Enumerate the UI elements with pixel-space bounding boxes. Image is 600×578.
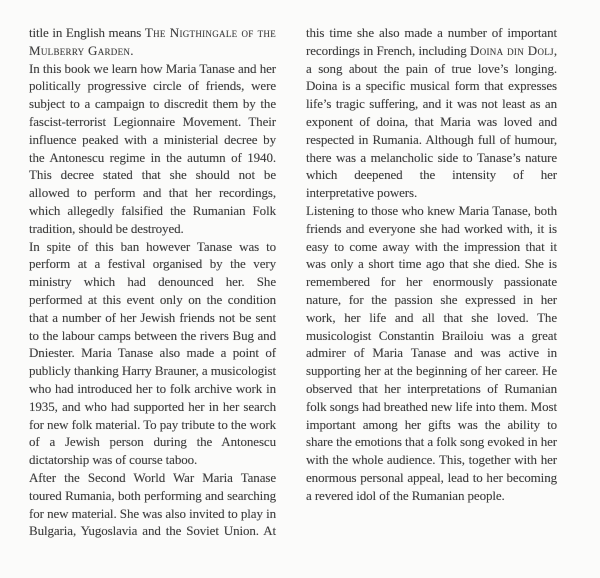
book-title-smallcaps: The Nigthingale of the Mulberry Garden [29, 25, 276, 58]
paragraph-legacy: Listening to those who knew Maria Tanase, both friends and everyone she had worked with, it is easy to come away with the impression that it was only a short time ago that she died. She is remembered for her enormously passionate nature, for the passion she expressed in her work, her life and all that she loved. The musicologist Constantin Brailoiu was a great admirer of Maria Tanase and was active in supporting her at the beginning of her career. He observed that her interpretations of Rumanian folk songs had breathed new life into them. Most important among her gifts was the ability to share the emotions that a folk song evoked in her with the whole audience. This, together with her enormous personal appeal, lead to her becoming a revered idol of the Rumanian people. [306, 202, 557, 503]
text-columns [29, 24, 557, 540]
paragraph-festival-ban: In spite of this ban however Tanase was to perform at a festival organised by the very ministry which had denounced her. She performed at this event only on the condition that a number of her Jewish friends not be sent to the labour camps between the rivers Bug and Dniester. Maria Tanase also made a point of publicly thanking Harry Brauner, a musicologist who had introduced her to folk archive work in 1935, and who had supported her in her search for new folk material. To pay tribute to the work of a Jewish person during the Antonescu dictatorship was of course taboo. [29, 238, 276, 468]
title-paragraph-end-punctuation: . [130, 42, 134, 58]
song-title-smallcaps: Doina din Dolj [470, 42, 554, 58]
left-column [29, 24, 276, 540]
title-paragraph-lead-text: title in English means [29, 25, 145, 40]
paragraph-french-recordings [306, 24, 557, 202]
paragraph-book-summary: In this book we learn how Maria Tanase and her politically progressive circle of friends, were subject to a campaign to discredit them by the fascist-terrorist Legionnaire Movement. Their influence peaked with a ministerial decree by the Antonescu regime in the autumn of 1940. This decree stated that she should not be allowed to perform and that her recordings, which allegedly falsified the Rumanian Folk tradition, should be destroyed. [29, 60, 276, 236]
paragraph-title-continuation [29, 24, 276, 60]
recordings-paragraph-rest-text: , a song about the pain of true love’s longing. Doina is a specific musical form that expresses life’s tragic suffering, and it was not least as an exponent of doina, that Maria was loved and respected in Rumania. Although full of humour, there was a melancholic side to Tanase’s nature which deepened the intensity of her interpretative powers. [306, 42, 557, 201]
paragraph-postwar-tour: After the Second World War Maria Tanase toured Rumania, both performing and searching for new material. She was also invited to play in Bulgaria, Yugoslavia and the Soviet Union. At [29, 469, 276, 539]
right-column [306, 24, 557, 540]
recordings-paragraph-lead-text: this time she also made a number of important recordings in French, including [306, 25, 557, 58]
